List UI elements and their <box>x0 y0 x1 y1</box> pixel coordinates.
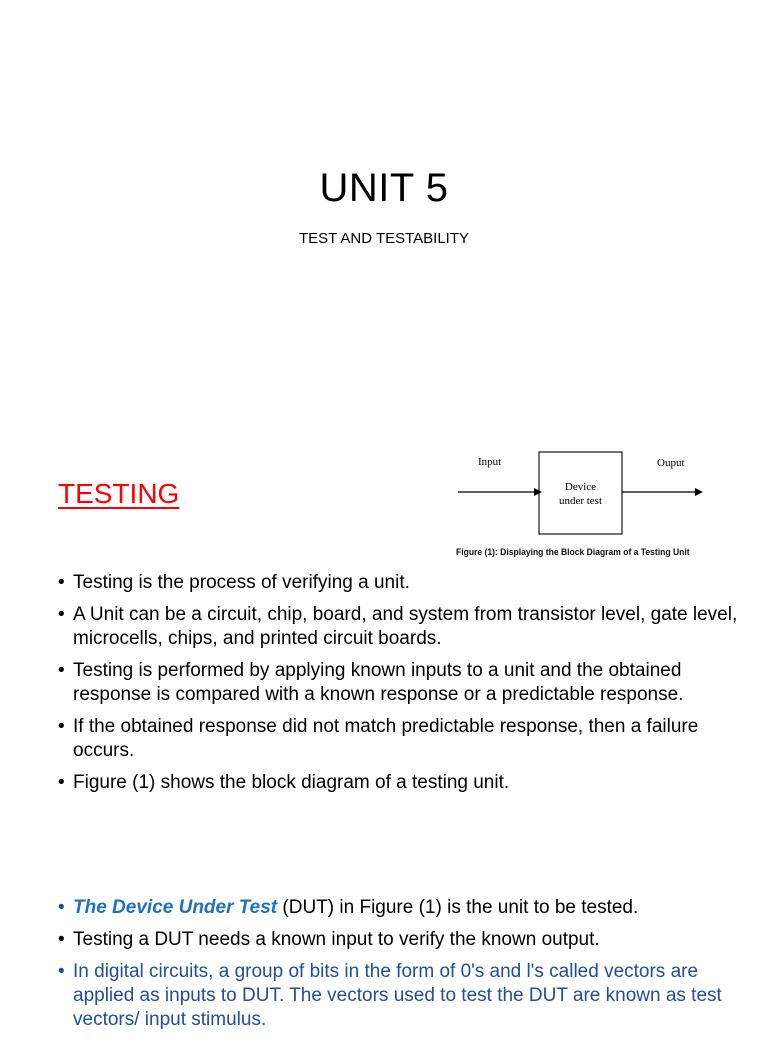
output-arrowhead <box>695 488 703 496</box>
unit-title: UNIT 5 <box>319 166 449 210</box>
dut-box <box>539 452 622 534</box>
input-label: Input <box>478 456 502 468</box>
block-diagram-figure <box>440 446 732 564</box>
bullet-item: • Testing is the process of verifying a unit. <box>58 571 738 595</box>
testing-bullet-list <box>58 571 738 803</box>
bullet-item: • Testing a DUT needs a known input to verify the known output. <box>58 928 748 952</box>
bullet-item: • If the obtained response did not match predictable response, then a failure occurs. <box>58 715 738 763</box>
dut-rest: (DUT) in Figure (1) is the unit to be tested. <box>277 897 639 918</box>
dut-emphasis: The Device Under Test <box>73 897 278 918</box>
bullet-item-vectors: • In digital circuits, a group of bits in the form of 0's and l's called vectors are applied as inputs to DUT. The vectors used to test the DUT are known as test vectors/ input stimulus. <box>58 960 748 1032</box>
dut-bullet-item <box>58 896 748 920</box>
bullet-item: • Testing is performed by applying known inputs to a unit and the obtained response is compared with a known response or a predictable response. <box>58 659 738 707</box>
bullet-item: • A Unit can be a circuit, chip, board, and system from transistor level, gate level, microcells, chips, and printed circuit boards. <box>58 603 738 651</box>
output-label: Ouput <box>657 457 685 469</box>
dut-label-line2: under test <box>558 495 603 507</box>
unit-subtitle: TEST AND TESTABILITY <box>298 230 470 247</box>
figure-caption: Figure (1): Displaying the Block Diagram of a Testing Unit <box>456 547 690 558</box>
bullet-item: • Figure (1) shows the block diagram of a testing unit. <box>58 771 738 795</box>
title-slide <box>0 0 768 420</box>
section-heading: TESTING <box>58 478 180 509</box>
dut-label-line1: Device <box>564 481 597 493</box>
dut-bullet-list <box>58 896 748 1040</box>
